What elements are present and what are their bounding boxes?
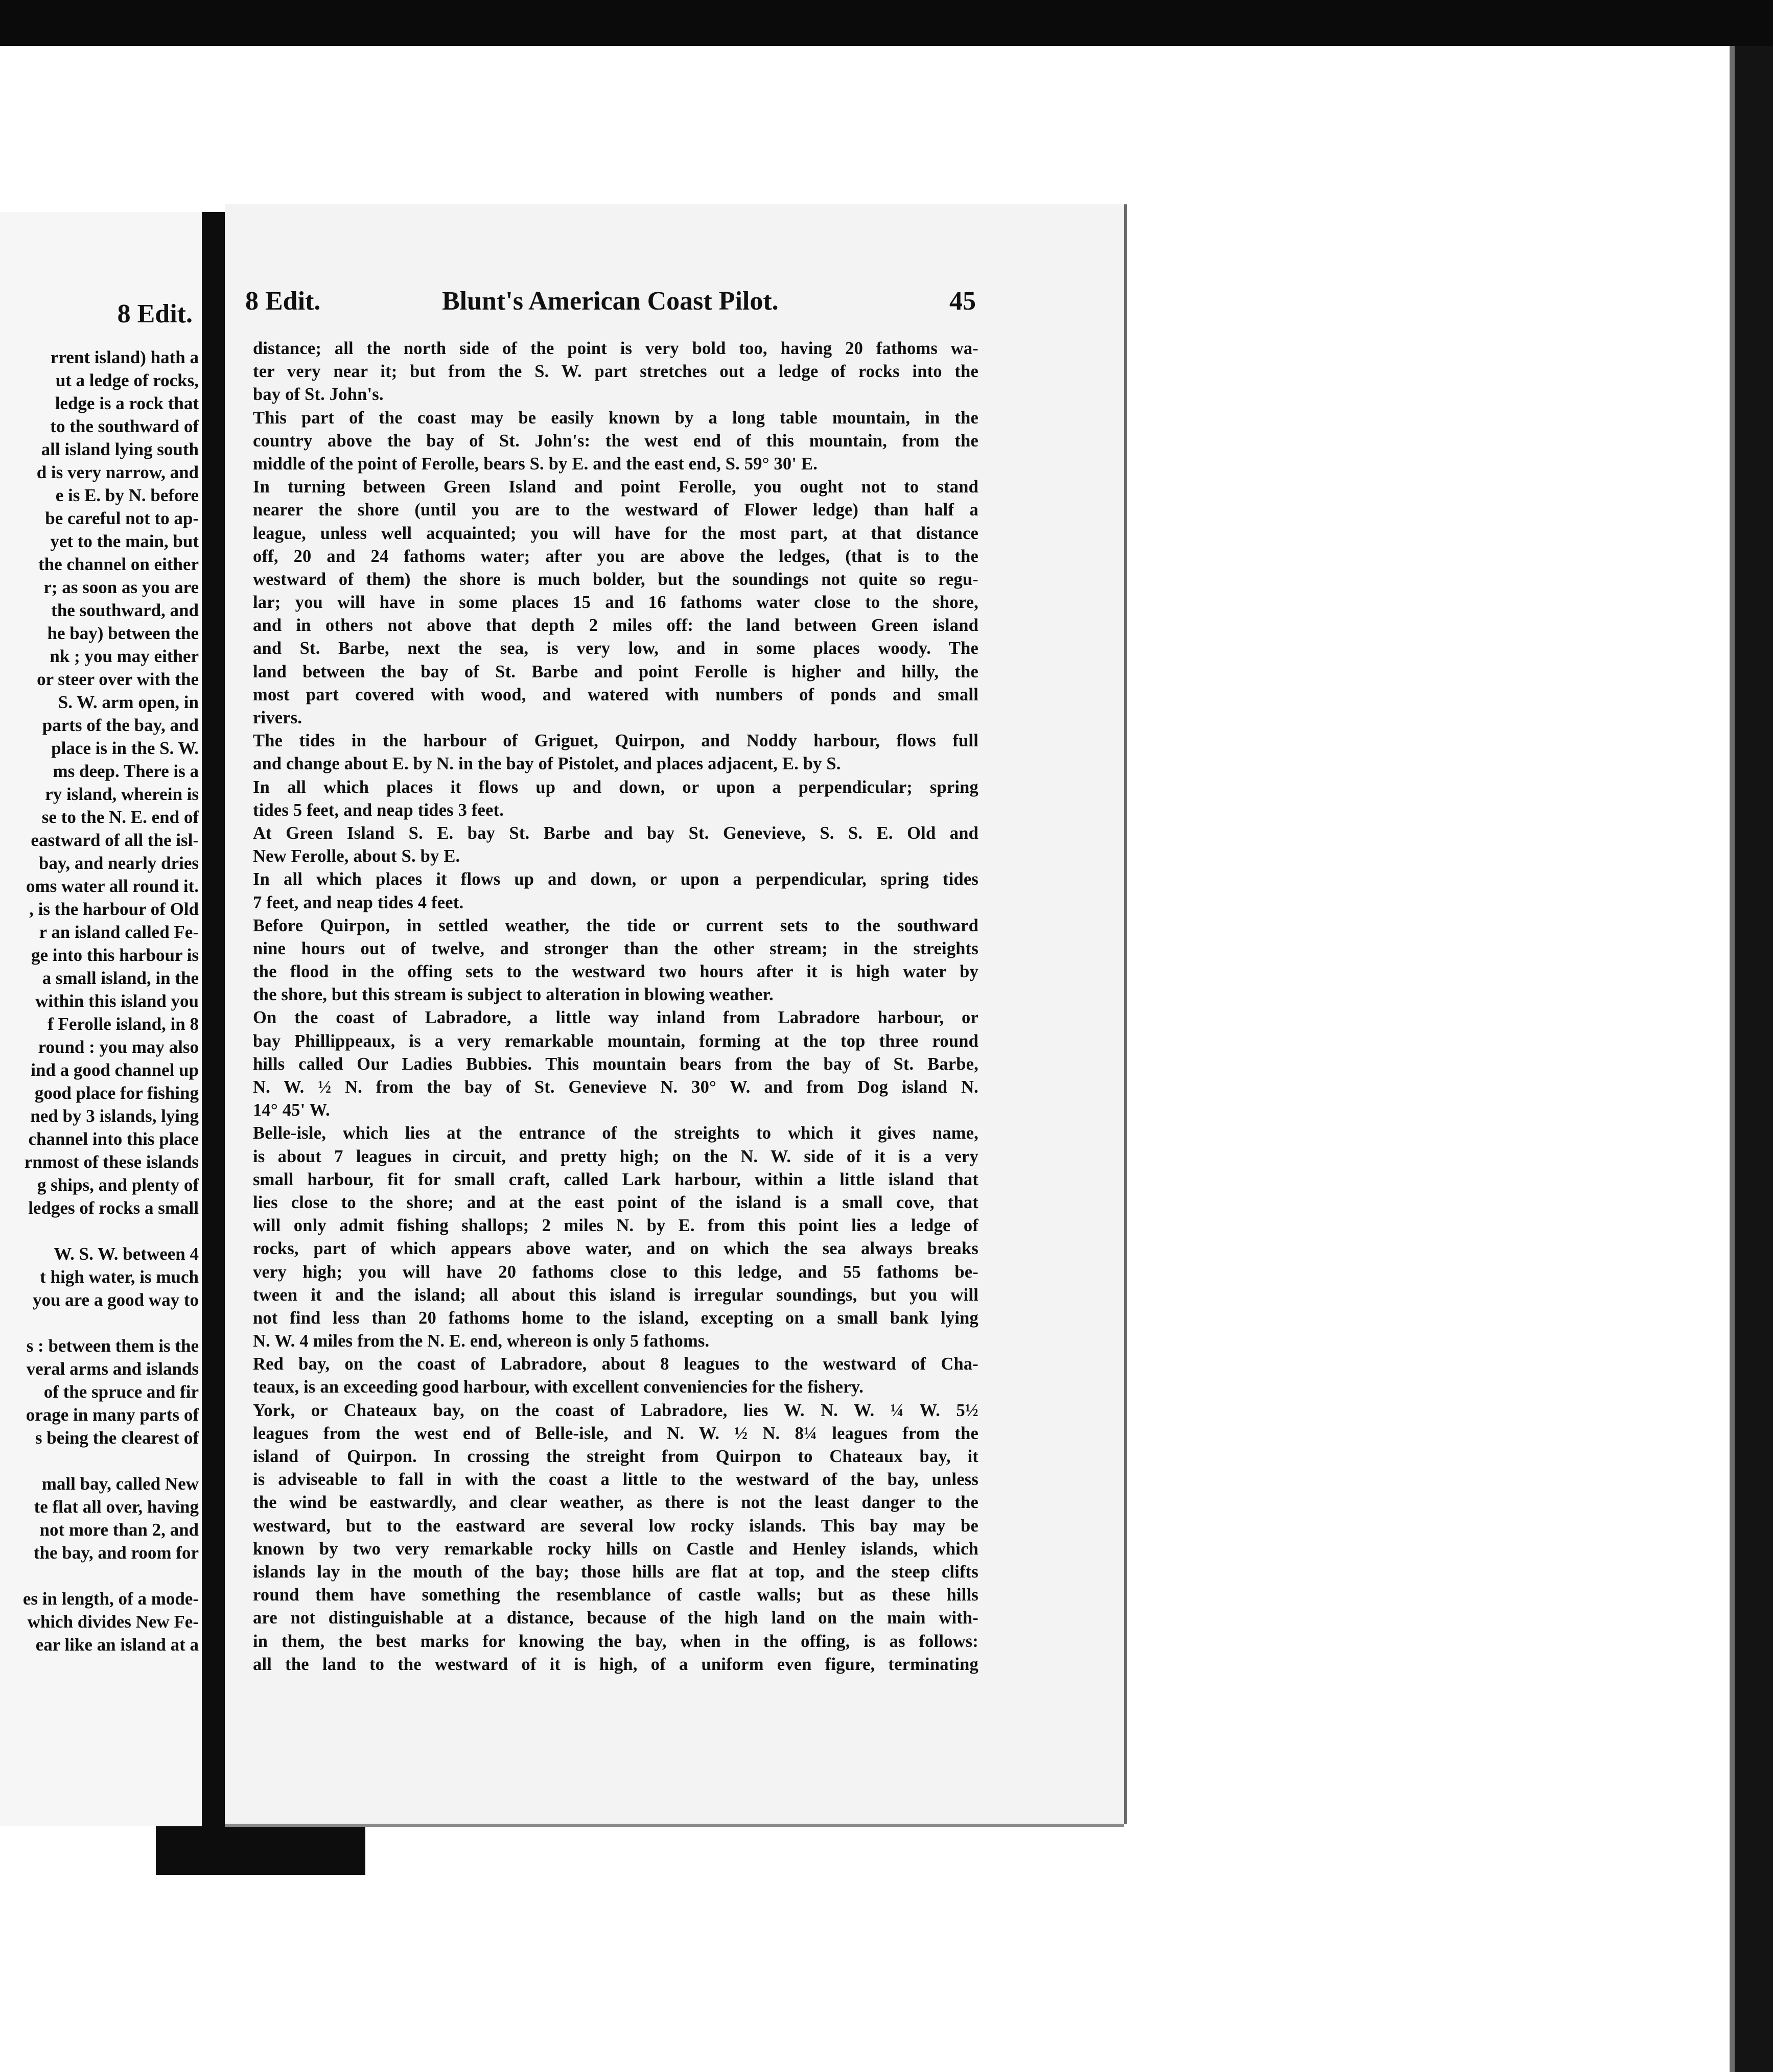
text-line: Before Quirpon, in settled weather, the tide or current sets to the southward — [253, 915, 978, 935]
text-line: island of Quirpon. In crossing the streight from Quirpon to Chateaux bay, it — [253, 1447, 978, 1466]
text-line: a small island, in the — [42, 968, 199, 988]
text-line: r; as soon as you are — [43, 577, 199, 597]
text-line: the shore, but this stream is subject to alteration in blowing weather. — [253, 985, 774, 1005]
text-line: of the spruce and fir — [43, 1382, 199, 1402]
text-line: ledges of rocks a small — [28, 1198, 199, 1218]
text-line: , is the harbour of Old — [29, 899, 199, 919]
text-line: parts of the bay, and — [42, 715, 199, 735]
text-line: is about 7 leagues in circuit, and pretty high; on the N. W. side of it is a very — [253, 1146, 978, 1166]
text-line: and in others not above that depth 2 miles off: the land between Green island — [253, 616, 978, 635]
text-line: and change about E. by N. in the bay of Pistolet, and places adjacent, E. by S. — [253, 754, 841, 774]
text-line — [0, 1564, 199, 1587]
text-line: round : you may also — [38, 1037, 199, 1057]
edition-label: 8 Edit. — [245, 287, 321, 316]
text-line: N. W. 4 miles from the N. E. end, whereon is only 5 fathoms. — [253, 1331, 710, 1351]
text-line: round them have something the resemblance of castle walls; but as these hills — [253, 1585, 978, 1605]
text-line: mall bay, called New — [41, 1474, 199, 1494]
text-line: small harbour, fit for small craft, called Lark harbour, within a little island that — [253, 1169, 978, 1189]
text-line: te flat all over, having — [34, 1497, 199, 1517]
text-line: nk ; you may either — [50, 646, 199, 666]
text-line: teaux, is an exceeding good harbour, with excellent conveniencies for the fishery. — [253, 1377, 864, 1397]
text-line: ear like an island at a — [35, 1635, 199, 1655]
text-line: most part covered with wood, and watered with numbers of ponds and small — [253, 685, 978, 704]
text-line: very high; you will have 20 fathoms close to this ledge, and 55 fathoms be- — [253, 1262, 978, 1282]
text-line: rivers. — [253, 708, 302, 727]
text-line: 14° 45' W. — [253, 1100, 330, 1120]
text-line: tween it and the island; all about this island is irregular soundings, but you will — [253, 1285, 978, 1305]
text-line: lar; you will have in some places 15 and 16 fathoms water close to the shore, — [253, 593, 978, 613]
text-line: the southward, and — [51, 600, 199, 620]
text-line: d is very narrow, and — [36, 462, 199, 482]
text-line: ind a good channel up — [31, 1060, 199, 1080]
text-line: S. W. arm open, in — [58, 692, 199, 712]
text-line: ry island, wherein is — [45, 784, 199, 804]
text-line: the bay, and room for — [33, 1543, 199, 1563]
text-line: eastward of all the isl- — [31, 830, 199, 850]
text-line: he bay) between the — [47, 623, 199, 643]
text-line: lies close to the shore; and at the east point of the island is a small cove, that — [253, 1192, 978, 1212]
text-line: not find less than 20 fathoms home to the island, excepting on a small bank lying — [253, 1308, 978, 1328]
text-line: middle of the point of Ferolle, bears S. by E. and the east end, S. 59° 30' E. — [253, 454, 818, 474]
text-line: channel into this place — [28, 1129, 199, 1149]
text-line: are not distinguishable at a distance, because of the high land on the main with- — [253, 1608, 978, 1628]
main-page — [225, 204, 1124, 1824]
text-line: tides 5 feet, and neap tides 3 feet. — [253, 800, 504, 820]
text-line: westward of them) the shore is much bolder, but the soundings not quite so regu- — [253, 569, 978, 589]
text-line: es in length, of a mode- — [22, 1589, 199, 1609]
text-line: W. S. W. between 4 — [54, 1244, 199, 1264]
text-line: not more than 2, and — [39, 1520, 199, 1540]
text-line: ms deep. There is a — [53, 761, 199, 781]
text-line: Red bay, on the coast of Labradore, about 8 leagues to the westward of Cha- — [253, 1354, 978, 1374]
scan-border-top — [0, 0, 1773, 46]
text-line: all island lying south — [41, 439, 199, 459]
scan-border-right — [1735, 46, 1773, 2072]
text-line: good place for fishing — [34, 1083, 199, 1103]
left-page-header: 8 Edit. — [117, 299, 193, 328]
text-line: will only admit fishing shallops; 2 miles N. by E. from this point lies a ledge of — [253, 1216, 978, 1236]
page-body-text — [253, 337, 978, 1676]
text-line: is adviseable to fall in with the coast a little to the westward of the bay, unless — [253, 1470, 978, 1490]
text-line: bay, and nearly dries — [38, 853, 199, 873]
text-line: The tides in the harbour of Griguet, Quirpon, and Noddy harbour, flows full — [253, 731, 978, 751]
text-line: e is E. by N. before — [55, 485, 199, 505]
text-line: On the coast of Labradore, a little way inland from Labradore harbour, or — [253, 1008, 978, 1028]
text-line: ledge is a rock that — [55, 393, 199, 413]
text-line: off, 20 and 24 fathoms water; after you are above the ledges, (that is to the — [253, 546, 978, 566]
text-line: place is in the S. W. — [51, 738, 199, 758]
text-line: which divides New Fe- — [27, 1612, 199, 1632]
left-page-fragment — [0, 212, 202, 1826]
text-line: distance; all the north side of the point is very bold too, having 20 fathoms wa- — [253, 339, 978, 358]
text-line: New Ferolle, about S. by E. — [253, 846, 460, 866]
text-line: country above the bay of St. John's: the west end of this mountain, from the — [253, 431, 978, 451]
text-line: oms water all round it. — [26, 876, 199, 896]
text-line: rnmost of these islands — [24, 1152, 199, 1172]
text-line: in them, the best marks for knowing the bay, when in the offing, is as follows: — [253, 1631, 978, 1651]
text-line: orage in many parts of — [26, 1405, 199, 1425]
text-line: known by two very remarkable rocky hills on Castle and Henley islands, which — [253, 1539, 978, 1559]
text-line: In all which places it flows up and down, or upon a perpendicular, spring tides — [253, 869, 978, 889]
text-line: bay of St. John's. — [253, 385, 384, 405]
text-line — [0, 1219, 199, 1242]
text-line: land between the bay of St. Barbe and point Ferolle is higher and hilly, the — [253, 662, 978, 681]
text-line: westward, but to the eastward are several low rocky islands. This bay may be — [253, 1516, 978, 1536]
text-line: rrent island) hath a — [50, 347, 199, 367]
text-line: nearer the shore (until you are to the westward of Flower ledge) than half a — [253, 500, 978, 520]
text-line: s : between them is the — [26, 1336, 199, 1356]
text-line: the channel on either — [38, 554, 199, 574]
text-line: ned by 3 islands, lying — [30, 1106, 199, 1126]
text-line: you are a good way to — [32, 1290, 199, 1310]
text-line: Belle-isle, which lies at the entrance of the streights to which it gives name, — [253, 1123, 978, 1143]
text-line: or steer over with the — [37, 669, 199, 689]
text-line: t high water, is much — [40, 1267, 199, 1287]
text-line: islands lay in the mouth of the bay; those hills are flat at top, and the steep clifts — [253, 1562, 978, 1582]
text-line: the flood in the offing sets to the westward two hours after it is high water by — [253, 962, 978, 982]
text-line: all the land to the westward of it is high, of a uniform even figure, terminating — [253, 1654, 978, 1674]
text-line: N. W. ½ N. from the bay of St. Genevieve N. 30° W. and from Dog island N. — [253, 1077, 978, 1097]
text-line — [0, 1449, 199, 1472]
text-line: In all which places it flows up and down, or upon a perpendicular; spring — [253, 777, 978, 797]
text-line: ter very near it; but from the S. W. part stretches out a ledge of rocks into the — [253, 362, 978, 382]
text-line: the wind be eastwardly, and clear weather, as there is not the least danger to the — [253, 1493, 978, 1513]
text-line: This part of the coast may be easily known by a long table mountain, in the — [253, 408, 978, 428]
text-line: se to the N. E. end of — [41, 807, 199, 827]
text-line: 7 feet, and neap tides 4 feet. — [253, 892, 464, 912]
text-line: At Green Island S. E. bay St. Barbe and bay St. Genevieve, S. S. E. Old and — [253, 823, 978, 843]
text-line: to the southward of — [50, 416, 199, 436]
book-gutter — [202, 212, 225, 1834]
text-line: f Ferolle island, in 8 — [48, 1014, 199, 1034]
text-line: leagues from the west end of Belle-isle, and N. W. ½ N. 8¼ leagues from the — [253, 1423, 978, 1443]
text-line: be careful not to ap- — [45, 508, 199, 528]
text-line: yet to the main, but — [50, 531, 199, 551]
text-line: league, unless well acquainted; you will have for the most part, at that distance — [253, 523, 978, 543]
text-line: veral arms and islands — [26, 1359, 199, 1379]
text-line: bay Phillippeaux, is a very remarkable mountain, forming at the top three round — [253, 1031, 978, 1051]
text-line: hills called Our Ladies Bubbies. This mountain bears from the bay of St. Barbe, — [253, 1054, 978, 1074]
gutter-base-block — [156, 1826, 365, 1875]
text-line: ut a ledge of rocks, — [55, 370, 199, 390]
running-title: Blunt's American Coast Pilot. — [442, 287, 779, 316]
text-line: nine hours out of twelve, and stronger than the other stream; in the streights — [253, 938, 978, 958]
left-page-text — [0, 346, 199, 1656]
page-header — [245, 286, 976, 322]
text-line: rocks, part of which appears above water, and on which the sea always breaks — [253, 1239, 978, 1259]
text-line: s being the clearest of — [35, 1428, 199, 1448]
text-line — [0, 1311, 199, 1334]
text-line: r an island called Fe- — [39, 922, 199, 942]
text-line: within this island you — [35, 991, 199, 1011]
text-line: In turning between Green Island and point Ferolle, you ought not to stand — [253, 477, 978, 497]
text-line: York, or Chateaux bay, on the coast of Labradore, lies W. N. W. ¼ W. 5½ — [253, 1400, 978, 1420]
text-line: and St. Barbe, next the sea, is very low, and in some places woody. The — [253, 639, 978, 658]
page-number: 45 — [949, 287, 976, 316]
text-line: ge into this harbour is — [31, 945, 199, 965]
text-line: g ships, and plenty of — [37, 1175, 199, 1195]
